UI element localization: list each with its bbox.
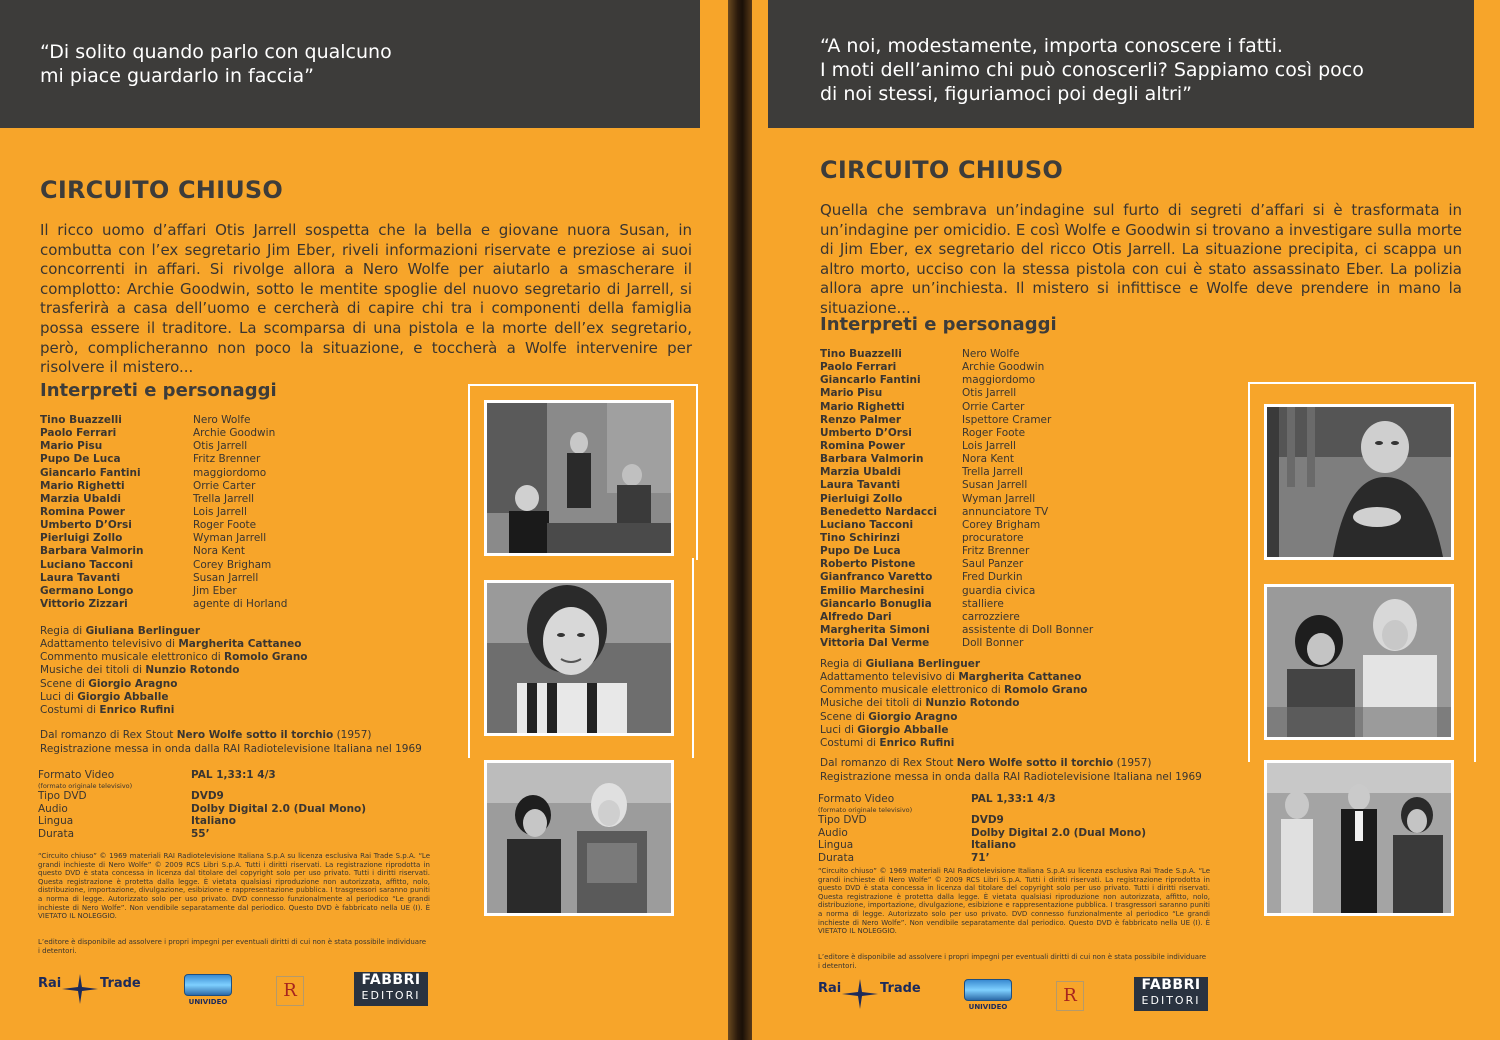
- actor-name: Vittoria Dal Verme: [820, 637, 930, 650]
- univideo-logo: [964, 979, 1012, 1013]
- tech-value: 71’: [971, 852, 990, 865]
- cast-row: [820, 519, 1093, 532]
- cast-row: [820, 558, 1093, 571]
- star-icon: [842, 979, 878, 1009]
- publisher-note: L’editore è disponibile ad assolvere i propri impegni per eventuali diritti di cui non è stata possibile individuare i detentori.: [38, 938, 427, 955]
- cast-row: [820, 440, 1093, 453]
- credit-name: Giorgio Abballe: [857, 723, 949, 736]
- dvd-cover-right: [752, 0, 1500, 1040]
- tech-label-text: Formato Video: [38, 769, 115, 781]
- tech-label: [818, 793, 971, 814]
- tech-row: [818, 839, 1146, 852]
- quote-text: “Di solito quando parlo con qualcuno mi piace guardarlo in faccia”: [40, 41, 392, 87]
- tech-label-text: Durata: [818, 852, 855, 865]
- legal-text: “Circuito chiuso” © 1969 materiali RAI Radiotelevisione Italiana S.p.A su licenza esclusiva Rai Trade S.p.A. “Le grandi inchieste di Nero Wolfe” © 2009 RCS Libri S.p.A. Tutti i diritti riservati. La registrazione riprodotta in questo DVD è stata concessa in licenza dal titolare del copyright solo per uso privato. Tutti i diritti riservati. Questa registrazione è protetta dalla legge. È vietata qualsiasi riproduzione non autorizzata, affitto, nolo, distribuzione, importazione, divulgazione, esibizione e rappresentazione pubblica. I trasgressori saranno puniti a norma di legge. Autorizzato solo per uso privato. DVD connesso funzionalmente al periodico “Le grandi inchieste di Nero Wolfe”. Non vendibile separatamente dal periodico. Questo DVD è fabbricato nella UE (I). È VIETATO IL NOLEGGIO.: [818, 867, 1210, 936]
- cast-row: [40, 598, 287, 611]
- source-prefix: Dal romanzo di Rex Stout: [40, 729, 177, 741]
- character-name: Doll Bonner: [962, 637, 1024, 650]
- actor-name: Giancarlo Fantini: [820, 374, 921, 387]
- character-name: Archie Goodwin: [193, 427, 276, 440]
- tech-label-text: Tipo DVD: [38, 789, 87, 802]
- cast-section-title: Interpreti e personaggi: [820, 314, 1057, 335]
- credit-row: [40, 704, 308, 717]
- scene-photo-wolfe: [1264, 404, 1454, 560]
- credit-name: Enrico Rufini: [99, 703, 175, 716]
- tech-label: [38, 803, 191, 816]
- episode-title: CIRCUITO CHIUSO: [820, 156, 1063, 184]
- character-name: Orrie Carter: [962, 400, 1025, 413]
- cast-row: [40, 572, 287, 585]
- actor-name: Mario Pisu: [820, 387, 883, 400]
- cast-list: [820, 348, 1093, 650]
- tech-row: [38, 828, 366, 841]
- tech-value: Italiano: [971, 839, 1016, 852]
- rai-logo-text: Rai: [38, 976, 62, 991]
- tech-label-text: Audio: [818, 826, 848, 839]
- credit-role: Luci di: [820, 723, 858, 736]
- character-name: Corey Brigham: [193, 558, 272, 571]
- character-name: Trella Jarrell: [193, 492, 255, 505]
- actor-name: Mario Righetti: [40, 479, 125, 492]
- character-name: Trella Jarrell: [962, 466, 1024, 479]
- star-icon: [62, 974, 98, 1004]
- character-name: Fritz Brenner: [962, 545, 1030, 558]
- character-name: assistente di Doll Bonner: [962, 623, 1094, 636]
- tech-value: PAL 1,33:1 4/3: [191, 769, 276, 781]
- credit-name: Margherita Cattaneo: [178, 638, 302, 651]
- credit-role: Musiche dei titoli di: [40, 664, 146, 677]
- character-name: Otis Jarrell: [962, 387, 1017, 400]
- credit-row: [40, 678, 308, 691]
- source-book: Nero Wolfe sotto il torchio: [176, 729, 334, 741]
- quote-band: [0, 0, 700, 128]
- spine-gap: [728, 0, 752, 1040]
- character-name: maggiordomo: [193, 466, 267, 479]
- character-name: carrozziere: [962, 610, 1020, 623]
- credit-row: [40, 625, 308, 638]
- cast-row: [820, 506, 1093, 519]
- crew-credits: [820, 658, 1088, 750]
- publisher-note: L’editore è disponibile ad assolvere i propri impegni per eventuali diritti di cui non è stata possibile individuare i detentori.: [818, 953, 1207, 970]
- character-name: Susan Jarrell: [962, 479, 1028, 492]
- cast-list: [40, 414, 287, 611]
- credit-name: Nunzio Rotondo: [925, 697, 1020, 710]
- cast-row: [820, 571, 1093, 584]
- character-name: Nora Kent: [962, 453, 1014, 466]
- credit-role: Costumi di: [820, 736, 880, 749]
- trade-logo-text: Trade: [880, 981, 921, 996]
- actor-name: Paolo Ferrari: [820, 361, 897, 374]
- cast-row: [820, 545, 1093, 558]
- cast-row: [820, 427, 1093, 440]
- source-line-1: [820, 757, 1202, 771]
- credit-name: Romolo Grano: [224, 651, 308, 664]
- univideo-logo: [184, 974, 232, 1008]
- character-name: guardia civica: [962, 584, 1036, 597]
- editori-text: EDITORI: [361, 989, 421, 1002]
- rcs-letter: R: [1063, 985, 1077, 1006]
- actor-name: Tino Buazzelli: [820, 348, 902, 360]
- actor-name: Mario Righetti: [820, 400, 905, 413]
- rcs-letter: R: [283, 980, 297, 1001]
- tech-row: [38, 815, 366, 828]
- tech-row: [818, 852, 1146, 865]
- tech-label: [818, 852, 971, 865]
- tech-sublabel: (formato originale televisivo): [38, 781, 133, 790]
- tech-label-text: Formato Video: [818, 793, 895, 805]
- character-name: Fred Durkin: [962, 571, 1023, 584]
- cast-row: [820, 493, 1093, 506]
- actor-name: Barbara Valmorin: [820, 453, 924, 466]
- actor-name: Umberto D’Orsi: [40, 519, 132, 532]
- cast-row: [820, 401, 1093, 414]
- source-info: [40, 729, 422, 756]
- frame-line: [1474, 382, 1476, 762]
- scene-photo-group: [1264, 760, 1454, 916]
- cast-row: [40, 427, 287, 440]
- character-name: Lois Jarrell: [962, 439, 1016, 452]
- actor-name: Giancarlo Bonuglia: [820, 597, 932, 610]
- actor-name: Alfredo Dari: [820, 610, 892, 623]
- source-line-2: Registrazione messa in onda dalla RAI Radiotelevisione Italiana nel 1969: [820, 770, 1202, 783]
- rcs-logo: [1056, 981, 1084, 1011]
- fabbri-text: FABBRI: [1141, 977, 1201, 993]
- tech-value: DVD9: [971, 813, 1004, 826]
- cast-row: [820, 611, 1093, 624]
- actor-name: Umberto D’Orsi: [820, 426, 912, 439]
- cast-row: [40, 519, 287, 532]
- actor-name: Roberto Pistone: [820, 558, 916, 571]
- frame-line: [1248, 382, 1250, 762]
- source-year: (1957): [333, 729, 372, 741]
- source-year: (1957): [1113, 757, 1152, 769]
- character-name: Corey Brigham: [962, 518, 1041, 531]
- actor-name: Marzia Ubaldi: [40, 492, 122, 505]
- rcs-logo: [276, 976, 304, 1006]
- actor-name: Romina Power: [40, 505, 125, 518]
- tech-row: [818, 814, 1146, 827]
- actor-name: Vittorio Zizzari: [40, 597, 128, 610]
- cast-row: [820, 348, 1093, 361]
- tech-value: PAL 1,33:1 4/3: [971, 793, 1056, 805]
- tech-label-text: Tipo DVD: [818, 813, 867, 826]
- cast-row: [40, 480, 287, 493]
- rai-logo-text: Rai: [818, 981, 842, 996]
- tech-sublabel: (formato originale televisivo): [818, 805, 913, 814]
- synopsis: Il ricco uomo d’affari Otis Jarrell sospetta che la bella e giovane nuora Susan, in combutta con l’ex segretario Jim Eber, riveli informazioni riservate e preziose ai suoi concorrenti in affari. Si rivolge allora a Nero Wolfe per aiutarlo a smascherare il complotto: Archie Goodwin, sotto le mentite spoglie del nuovo segretario di Jarrell, si trasferirà a casa dell’uomo e cercherà di capire chi tra i componenti della famiglia possa essere il traditore. La scomparsa di una pistola e la morte dell’ex segretario, però, complicheranno non poco la situazione, e toccherà a Wolfe intervenire per risolvere il mistero...: [40, 221, 692, 377]
- tech-value: Dolby Digital 2.0 (Dual Mono): [971, 826, 1147, 839]
- tech-row: [38, 790, 366, 803]
- univideo-disc-icon: [964, 979, 1012, 1001]
- character-name: annunciatore TV: [962, 505, 1049, 518]
- credit-name: Enrico Rufini: [879, 736, 955, 749]
- tech-label: [38, 815, 191, 828]
- character-name: Jim Eber: [193, 584, 237, 597]
- character-name: Saul Panzer: [962, 558, 1024, 571]
- actor-name: Marzia Ubaldi: [820, 466, 902, 479]
- character-name: Susan Jarrell: [193, 571, 259, 584]
- credit-role: Commento musicale elettronico di: [820, 684, 1005, 697]
- credit-role: Musiche dei titoli di: [820, 697, 926, 710]
- credit-row: [820, 711, 1088, 724]
- tech-value: Italiano: [191, 815, 236, 828]
- episode-title: CIRCUITO CHIUSO: [40, 176, 283, 204]
- tech-label: [38, 769, 191, 790]
- source-info: [820, 757, 1202, 784]
- credit-role: Luci di: [40, 690, 78, 703]
- cast-row: [820, 479, 1093, 492]
- actor-name: Renzo Palmer: [820, 413, 902, 426]
- credit-role: Scene di: [820, 710, 869, 723]
- actor-name: Pierluigi Zollo: [40, 532, 123, 545]
- actor-name: Emilio Marchesini: [820, 584, 925, 597]
- character-name: maggiordomo: [962, 374, 1036, 387]
- credit-name: Giorgio Abballe: [77, 690, 169, 703]
- character-name: Nero Wolfe: [193, 414, 251, 426]
- cast-row: [820, 598, 1093, 611]
- credit-row: [820, 724, 1088, 737]
- tech-label: [818, 827, 971, 840]
- character-name: Nora Kent: [193, 545, 245, 558]
- tech-row: [38, 769, 366, 790]
- scene-photo-portrait: [484, 580, 674, 736]
- actor-name: Pupo De Luca: [40, 453, 121, 466]
- tech-row: [38, 803, 366, 816]
- source-line-1: [40, 729, 422, 743]
- editori-text: EDITORI: [1141, 994, 1201, 1007]
- character-name: Archie Goodwin: [962, 361, 1045, 374]
- credit-role: Scene di: [40, 677, 89, 690]
- actor-name: Laura Tavanti: [40, 571, 121, 584]
- character-name: stalliere: [962, 597, 1004, 610]
- credit-role: Commento musicale elettronico di: [40, 651, 225, 664]
- cast-row: [820, 532, 1093, 545]
- univideo-text: UNIVIDEO: [188, 998, 228, 1006]
- tech-value: Dolby Digital 2.0 (Dual Mono): [191, 802, 367, 815]
- scene-photo-office: [484, 400, 674, 556]
- cast-row: [40, 467, 287, 480]
- credit-role: Adattamento televisivo di: [820, 671, 959, 684]
- scene-photo-couple: [484, 760, 674, 916]
- actor-name: Benedetto Nardacci: [820, 505, 937, 518]
- cast-row: [820, 637, 1093, 650]
- cast-row: [820, 414, 1093, 427]
- actor-name: Barbara Valmorin: [40, 545, 144, 558]
- character-name: Otis Jarrell: [193, 440, 248, 453]
- fabbri-editori-logo: [1134, 977, 1208, 1011]
- cast-row: [820, 361, 1093, 374]
- fabbri-editori-logo: [354, 972, 428, 1006]
- source-line-2: Registrazione messa in onda dalla RAI Radiotelevisione Italiana nel 1969: [40, 742, 422, 755]
- trade-logo-text: Trade: [100, 976, 141, 991]
- actor-name: Tino Schirinzi: [820, 531, 900, 544]
- credit-row: [820, 658, 1088, 671]
- character-name: Wyman Jarrell: [962, 492, 1036, 505]
- cast-row: [40, 559, 287, 572]
- credit-name: Giuliana Berlinguer: [85, 625, 201, 637]
- frame-line: [1248, 382, 1476, 384]
- credit-row: [40, 664, 308, 677]
- tech-label: [38, 790, 191, 803]
- actor-name: Paolo Ferrari: [40, 427, 117, 440]
- cast-row: [40, 585, 287, 598]
- credit-name: Nunzio Rotondo: [145, 664, 240, 677]
- cast-row: [40, 545, 287, 558]
- tech-specs: [818, 793, 1146, 865]
- univideo-text: UNIVIDEO: [968, 1003, 1008, 1011]
- character-name: Lois Jarrell: [193, 505, 247, 518]
- credit-row: [40, 691, 308, 704]
- cast-row: [40, 453, 287, 466]
- credit-row: [820, 684, 1088, 697]
- character-name: Nero Wolfe: [962, 348, 1020, 360]
- tech-value: 55’: [191, 828, 210, 841]
- credit-role: Adattamento televisivo di: [40, 638, 179, 651]
- tech-label-text: Lingua: [38, 815, 74, 828]
- tech-specs: [38, 769, 366, 841]
- legal-text: “Circuito chiuso” © 1969 materiali RAI Radiotelevisione Italiana S.p.A su licenza esclusiva Rai Trade S.p.A. “Le grandi inchieste di Nero Wolfe” © 2009 RCS Libri S.p.A. Tutti i diritti riservati. La registrazione riprodotta in questo DVD è stata concessa in licenza dal titolare del copyright solo per uso privato. Tutti i diritti riservati. Questa registrazione è protetta dalla legge. È vietata qualsiasi riproduzione non autorizzata, affitto, nolo, distribuzione, importazione, divulgazione, esibizione e rappresentazione pubblica. I trasgressori saranno puniti a norma di legge. Autorizzato solo per uso privato. DVD connesso funzionalmente al periodico “Le grandi inchieste di Nero Wolfe”. Non vendibile separatamente dal periodico. Questo DVD è fabbricato nella UE (I). È VIETATO IL NOLEGGIO.: [38, 852, 430, 921]
- tech-row: [818, 827, 1146, 840]
- source-book: Nero Wolfe sotto il torchio: [956, 757, 1114, 769]
- scene-photo-two-women: [1264, 584, 1454, 740]
- cast-row: [820, 585, 1093, 598]
- character-name: Roger Foote: [962, 426, 1026, 439]
- actor-name: Luciano Tacconi: [820, 518, 914, 531]
- credit-name: Giorgio Aragno: [868, 710, 958, 723]
- quote-band: [768, 0, 1474, 128]
- quote-text: “A noi, modestamente, importa conoscere i fatti. I moti dell’animo chi può conoscerli? Sappiamo così poco di noi stessi, figuriamoci poi degli altri”: [820, 35, 1364, 105]
- rai-trade-logo: [38, 974, 148, 1004]
- frame-line: [692, 558, 694, 758]
- tech-value: DVD9: [191, 789, 224, 802]
- rai-trade-logo: [818, 979, 928, 1009]
- fabbri-text: FABBRI: [361, 972, 421, 988]
- cast-row: [40, 506, 287, 519]
- tech-label-text: Durata: [38, 828, 75, 841]
- character-name: Roger Foote: [193, 519, 257, 532]
- cast-section-title: Interpreti e personaggi: [40, 380, 277, 401]
- character-name: procuratore: [962, 531, 1024, 544]
- actor-name: Margherita Simoni: [820, 623, 930, 636]
- actor-name: Giancarlo Fantini: [40, 466, 141, 479]
- actor-name: Tino Buazzelli: [40, 414, 122, 426]
- credit-name: Giuliana Berlinguer: [865, 658, 981, 670]
- character-name: Ispettore Cramer: [962, 413, 1052, 426]
- actor-name: Mario Pisu: [40, 440, 103, 453]
- actor-name: Romina Power: [820, 439, 905, 452]
- cast-row: [820, 624, 1093, 637]
- character-name: agente di Horland: [193, 597, 288, 610]
- credit-role: Regia di: [40, 625, 86, 637]
- cast-row: [40, 414, 287, 427]
- tech-label: [818, 814, 971, 827]
- tech-label: [818, 839, 971, 852]
- actor-name: Gianfranco Varetto: [820, 571, 933, 584]
- actor-name: Pupo De Luca: [820, 545, 901, 558]
- actor-name: Laura Tavanti: [820, 479, 901, 492]
- cast-row: [820, 453, 1093, 466]
- cast-row: [820, 466, 1093, 479]
- source-prefix: Dal romanzo di Rex Stout: [820, 757, 957, 769]
- tech-label-text: Audio: [38, 802, 68, 815]
- cast-row: [40, 493, 287, 506]
- crew-credits: [40, 625, 308, 717]
- credit-row: [820, 671, 1088, 684]
- univideo-disc-icon: [184, 974, 232, 996]
- frame-line: [468, 558, 470, 758]
- actor-name: Pierluigi Zollo: [820, 492, 903, 505]
- cast-row: [820, 374, 1093, 387]
- credit-row: [820, 697, 1088, 710]
- character-name: Orrie Carter: [193, 479, 256, 492]
- tech-label: [38, 828, 191, 841]
- credit-row: [820, 737, 1088, 750]
- credit-name: Margherita Cattaneo: [958, 671, 1082, 684]
- cast-row: [40, 440, 287, 453]
- credit-row: [40, 638, 308, 651]
- cast-row: [820, 387, 1093, 400]
- credit-role: Regia di: [820, 658, 866, 670]
- actor-name: Luciano Tacconi: [40, 558, 134, 571]
- tech-row: [818, 793, 1146, 814]
- credit-row: [40, 651, 308, 664]
- credit-role: Costumi di: [40, 703, 100, 716]
- actor-name: Germano Longo: [40, 584, 134, 597]
- credit-name: Romolo Grano: [1004, 684, 1088, 697]
- tech-label-text: Lingua: [818, 839, 854, 852]
- dvd-cover-left: [0, 0, 728, 1040]
- character-name: Wyman Jarrell: [193, 532, 267, 545]
- synopsis: Quella che sembrava un’indagine sul furto di segreti d’affari si è trasformata in un’indagine per omicidio. E così Wolfe e Goodwin si trovano a investigare sulla morte di Jim Eber, ex segretario del ricco Otis Jarrell. La situazione precipita, ci scappa un altro morto, ucciso con la stessa pistola con cui è stato assassinato Eber. La polizia allora apre un’inchiesta. Il mistero si infittisce e Wolfe deve prendere in mano la situazione...: [820, 201, 1462, 317]
- credit-name: Giorgio Aragno: [88, 677, 178, 690]
- cast-row: [40, 532, 287, 545]
- character-name: Fritz Brenner: [193, 453, 261, 466]
